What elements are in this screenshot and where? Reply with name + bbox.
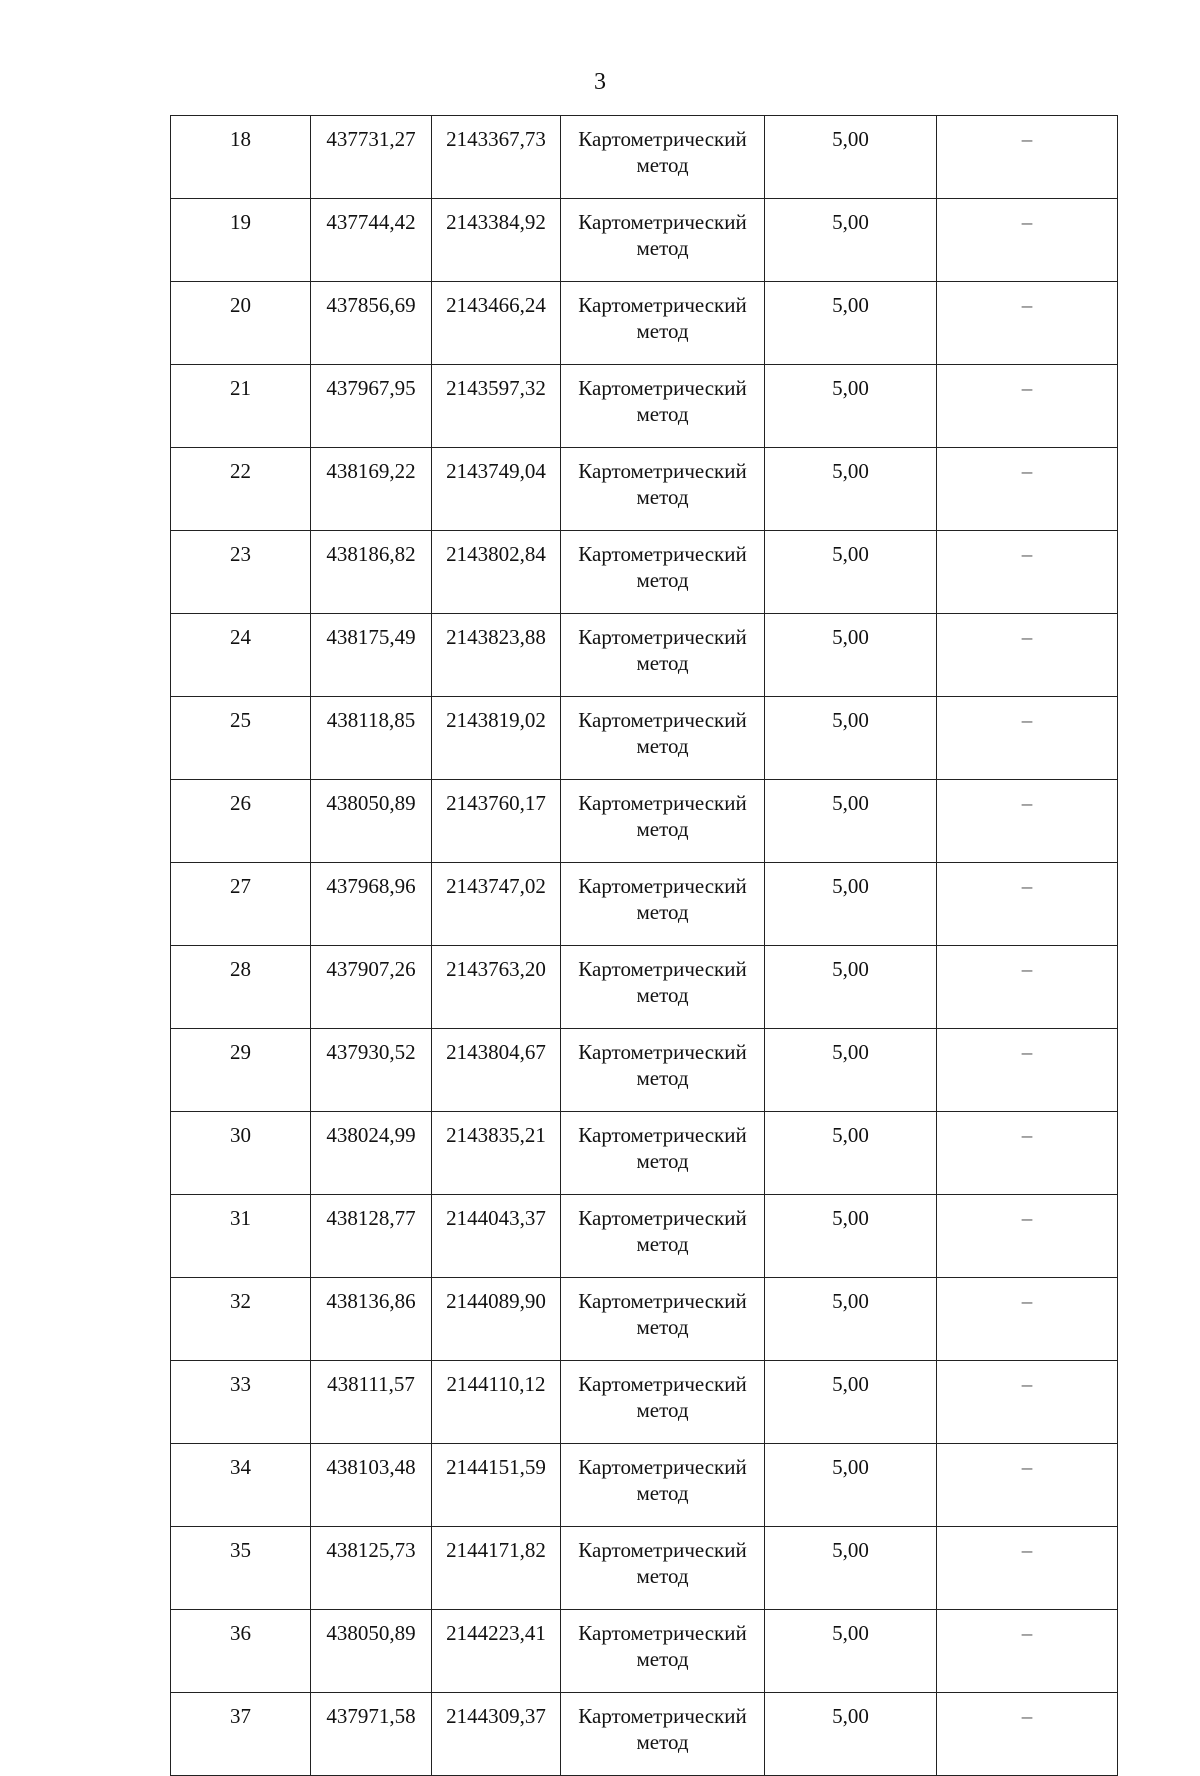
accuracy-cell: 5,00 [765, 697, 937, 780]
note-cell: – [937, 531, 1118, 614]
accuracy-cell: 5,00 [765, 1610, 937, 1693]
point-number-cell: 22 [171, 448, 311, 531]
method-cell: Картометрический метод [561, 1610, 765, 1693]
x-coordinate-cell: 438136,86 [311, 1278, 432, 1361]
note-cell: – [937, 1444, 1118, 1527]
table-row [171, 1029, 1118, 1112]
table-row [171, 1527, 1118, 1610]
x-coordinate-cell: 438175,49 [311, 614, 432, 697]
method-cell: Картометрический метод [561, 1112, 765, 1195]
note-cell: – [937, 1112, 1118, 1195]
x-coordinate-cell: 437968,96 [311, 863, 432, 946]
method-cell: Картометрический метод [561, 1527, 765, 1610]
method-cell: Картометрический метод [561, 365, 765, 448]
y-coordinate-cell: 2143819,02 [432, 697, 561, 780]
note-cell: – [937, 863, 1118, 946]
y-coordinate-cell: 2143760,17 [432, 780, 561, 863]
y-coordinate-cell: 2144171,82 [432, 1527, 561, 1610]
x-coordinate-cell: 438125,73 [311, 1527, 432, 1610]
note-cell: – [937, 1361, 1118, 1444]
accuracy-cell: 5,00 [765, 863, 937, 946]
point-number-cell: 32 [171, 1278, 311, 1361]
x-coordinate-cell: 437930,52 [311, 1029, 432, 1112]
x-coordinate-cell: 437744,42 [311, 199, 432, 282]
y-coordinate-cell: 2143763,20 [432, 946, 561, 1029]
x-coordinate-cell: 438024,99 [311, 1112, 432, 1195]
point-number-cell: 19 [171, 199, 311, 282]
y-coordinate-cell: 2144309,37 [432, 1693, 561, 1776]
y-coordinate-cell: 2143835,21 [432, 1112, 561, 1195]
coordinates-table [170, 115, 1118, 1776]
y-coordinate-cell: 2143367,73 [432, 116, 561, 199]
method-cell: Картометрический метод [561, 1278, 765, 1361]
point-number-cell: 35 [171, 1527, 311, 1610]
note-cell: – [937, 1029, 1118, 1112]
method-cell: Картометрический метод [561, 1693, 765, 1776]
note-cell: – [937, 1527, 1118, 1610]
accuracy-cell: 5,00 [765, 614, 937, 697]
note-cell: – [937, 1195, 1118, 1278]
point-number-cell: 37 [171, 1693, 311, 1776]
table-row [171, 1112, 1118, 1195]
point-number-cell: 33 [171, 1361, 311, 1444]
note-cell: – [937, 365, 1118, 448]
table-row [171, 1610, 1118, 1693]
accuracy-cell: 5,00 [765, 1527, 937, 1610]
point-number-cell: 26 [171, 780, 311, 863]
accuracy-cell: 5,00 [765, 282, 937, 365]
accuracy-cell: 5,00 [765, 448, 937, 531]
table-row [171, 946, 1118, 1029]
table-row [171, 614, 1118, 697]
point-number-cell: 20 [171, 282, 311, 365]
x-coordinate-cell: 437971,58 [311, 1693, 432, 1776]
method-cell: Картометрический метод [561, 199, 765, 282]
accuracy-cell: 5,00 [765, 1361, 937, 1444]
table-row [171, 199, 1118, 282]
y-coordinate-cell: 2143597,32 [432, 365, 561, 448]
note-cell: – [937, 614, 1118, 697]
x-coordinate-cell: 438050,89 [311, 780, 432, 863]
method-cell: Картометрический метод [561, 116, 765, 199]
point-number-cell: 25 [171, 697, 311, 780]
x-coordinate-cell: 438186,82 [311, 531, 432, 614]
method-cell: Картометрический метод [561, 1361, 765, 1444]
y-coordinate-cell: 2144110,12 [432, 1361, 561, 1444]
table-row [171, 282, 1118, 365]
table-row [171, 863, 1118, 946]
y-coordinate-cell: 2144089,90 [432, 1278, 561, 1361]
method-cell: Картометрический метод [561, 282, 765, 365]
note-cell: – [937, 116, 1118, 199]
y-coordinate-cell: 2143749,04 [432, 448, 561, 531]
x-coordinate-cell: 438050,89 [311, 1610, 432, 1693]
accuracy-cell: 5,00 [765, 531, 937, 614]
note-cell: – [937, 448, 1118, 531]
table-row [171, 531, 1118, 614]
y-coordinate-cell: 2143466,24 [432, 282, 561, 365]
point-number-cell: 28 [171, 946, 311, 1029]
y-coordinate-cell: 2144223,41 [432, 1610, 561, 1693]
page-number: 3 [594, 69, 606, 95]
method-cell: Картометрический метод [561, 531, 765, 614]
point-number-cell: 21 [171, 365, 311, 448]
table-row [171, 448, 1118, 531]
accuracy-cell: 5,00 [765, 1444, 937, 1527]
note-cell: – [937, 199, 1118, 282]
table-row [171, 1361, 1118, 1444]
accuracy-cell: 5,00 [765, 1278, 937, 1361]
y-coordinate-cell: 2143747,02 [432, 863, 561, 946]
x-coordinate-cell: 438103,48 [311, 1444, 432, 1527]
accuracy-cell: 5,00 [765, 199, 937, 282]
accuracy-cell: 5,00 [765, 1112, 937, 1195]
point-number-cell: 34 [171, 1444, 311, 1527]
x-coordinate-cell: 438128,77 [311, 1195, 432, 1278]
x-coordinate-cell: 438169,22 [311, 448, 432, 531]
y-coordinate-cell: 2144043,37 [432, 1195, 561, 1278]
table-row [171, 1195, 1118, 1278]
accuracy-cell: 5,00 [765, 946, 937, 1029]
point-number-cell: 36 [171, 1610, 311, 1693]
method-cell: Картометрический метод [561, 697, 765, 780]
note-cell: – [937, 1693, 1118, 1776]
y-coordinate-cell: 2143823,88 [432, 614, 561, 697]
method-cell: Картометрический метод [561, 1195, 765, 1278]
table-row [171, 116, 1118, 199]
y-coordinate-cell: 2144151,59 [432, 1444, 561, 1527]
table-row [171, 365, 1118, 448]
table-body [171, 116, 1118, 1776]
x-coordinate-cell: 437967,95 [311, 365, 432, 448]
method-cell: Картометрический метод [561, 863, 765, 946]
x-coordinate-cell: 438111,57 [311, 1361, 432, 1444]
note-cell: – [937, 282, 1118, 365]
accuracy-cell: 5,00 [765, 1195, 937, 1278]
x-coordinate-cell: 438118,85 [311, 697, 432, 780]
note-cell: – [937, 1278, 1118, 1361]
method-cell: Картометрический метод [561, 780, 765, 863]
note-cell: – [937, 697, 1118, 780]
point-number-cell: 29 [171, 1029, 311, 1112]
method-cell: Картометрический метод [561, 946, 765, 1029]
accuracy-cell: 5,00 [765, 1029, 937, 1112]
method-cell: Картометрический метод [561, 1029, 765, 1112]
point-number-cell: 23 [171, 531, 311, 614]
method-cell: Картометрический метод [561, 614, 765, 697]
x-coordinate-cell: 437856,69 [311, 282, 432, 365]
accuracy-cell: 5,00 [765, 116, 937, 199]
table-row [171, 697, 1118, 780]
table-row [171, 1693, 1118, 1776]
y-coordinate-cell: 2143384,92 [432, 199, 561, 282]
accuracy-cell: 5,00 [765, 1693, 937, 1776]
point-number-cell: 31 [171, 1195, 311, 1278]
table-row [171, 1278, 1118, 1361]
accuracy-cell: 5,00 [765, 365, 937, 448]
accuracy-cell: 5,00 [765, 780, 937, 863]
table-row [171, 1444, 1118, 1527]
x-coordinate-cell: 437907,26 [311, 946, 432, 1029]
method-cell: Картометрический метод [561, 448, 765, 531]
note-cell: – [937, 1610, 1118, 1693]
point-number-cell: 24 [171, 614, 311, 697]
point-number-cell: 27 [171, 863, 311, 946]
point-number-cell: 18 [171, 116, 311, 199]
table-row [171, 780, 1118, 863]
point-number-cell: 30 [171, 1112, 311, 1195]
y-coordinate-cell: 2143802,84 [432, 531, 561, 614]
method-cell: Картометрический метод [561, 1444, 765, 1527]
x-coordinate-cell: 437731,27 [311, 116, 432, 199]
note-cell: – [937, 780, 1118, 863]
y-coordinate-cell: 2143804,67 [432, 1029, 561, 1112]
note-cell: – [937, 946, 1118, 1029]
